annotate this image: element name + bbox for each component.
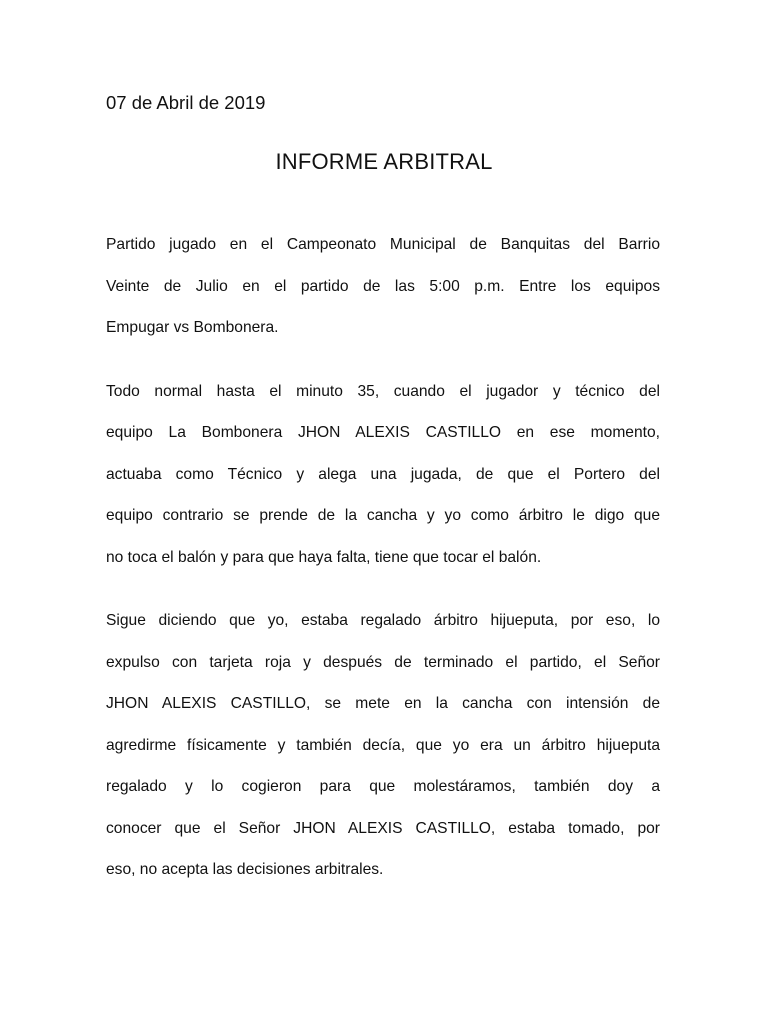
paragraph-line: regalado y lo cogieron para que molestáramos, también doy a bbox=[106, 778, 660, 795]
paragraph-line: equipo contrario se prende de la cancha y yo como árbitro le digo que bbox=[106, 507, 660, 524]
paragraph-line: Empugar vs Bombonera. bbox=[106, 319, 279, 336]
paragraph-line: conocer que el Señor JHON ALEXIS CASTILLO, estaba tomado, por bbox=[106, 819, 660, 837]
document-body bbox=[106, 224, 660, 913]
paragraph-line: no toca el balón y para que haya falta, tiene que tocar el balón. bbox=[106, 548, 542, 566]
paragraph-line: agredirme físicamente y también decía, que yo era un árbitro hijueputa bbox=[106, 736, 660, 754]
paragraph-line: expulso con tarjeta roja y después de terminado el partido, el Señor bbox=[106, 653, 660, 671]
paragraph-3 bbox=[106, 600, 660, 891]
paragraph-line: Veinte de Julio en el partido de las 5:00 p.m. Entre los equipos bbox=[106, 277, 660, 295]
paragraph-2 bbox=[106, 371, 660, 579]
paragraph-line: eso, no acepta las decisiones arbitrales. bbox=[106, 861, 384, 878]
paragraph-line: Todo normal hasta el minuto 35, cuando el jugador y técnico del bbox=[106, 382, 660, 400]
paragraph-line: actuaba como Técnico y alega una jugada, de que el Portero del bbox=[106, 465, 660, 483]
paragraph-line: JHON ALEXIS CASTILLO, se mete en la cancha con intensión de bbox=[106, 695, 660, 712]
document-title: INFORME ARBITRAL bbox=[275, 149, 493, 174]
paragraph-line: Sigue diciendo que yo, estaba regalado árbitro hijueputa, por eso, lo bbox=[106, 612, 660, 629]
paragraph-line: Partido jugado en el Campeonato Municipal de Banquitas del Barrio bbox=[106, 236, 660, 253]
document-date: 07 de Abril de 2019 bbox=[106, 92, 266, 113]
paragraph-line: equipo La Bombonera JHON ALEXIS CASTILLO en ese momento, bbox=[106, 424, 660, 441]
paragraph-1 bbox=[106, 224, 660, 349]
